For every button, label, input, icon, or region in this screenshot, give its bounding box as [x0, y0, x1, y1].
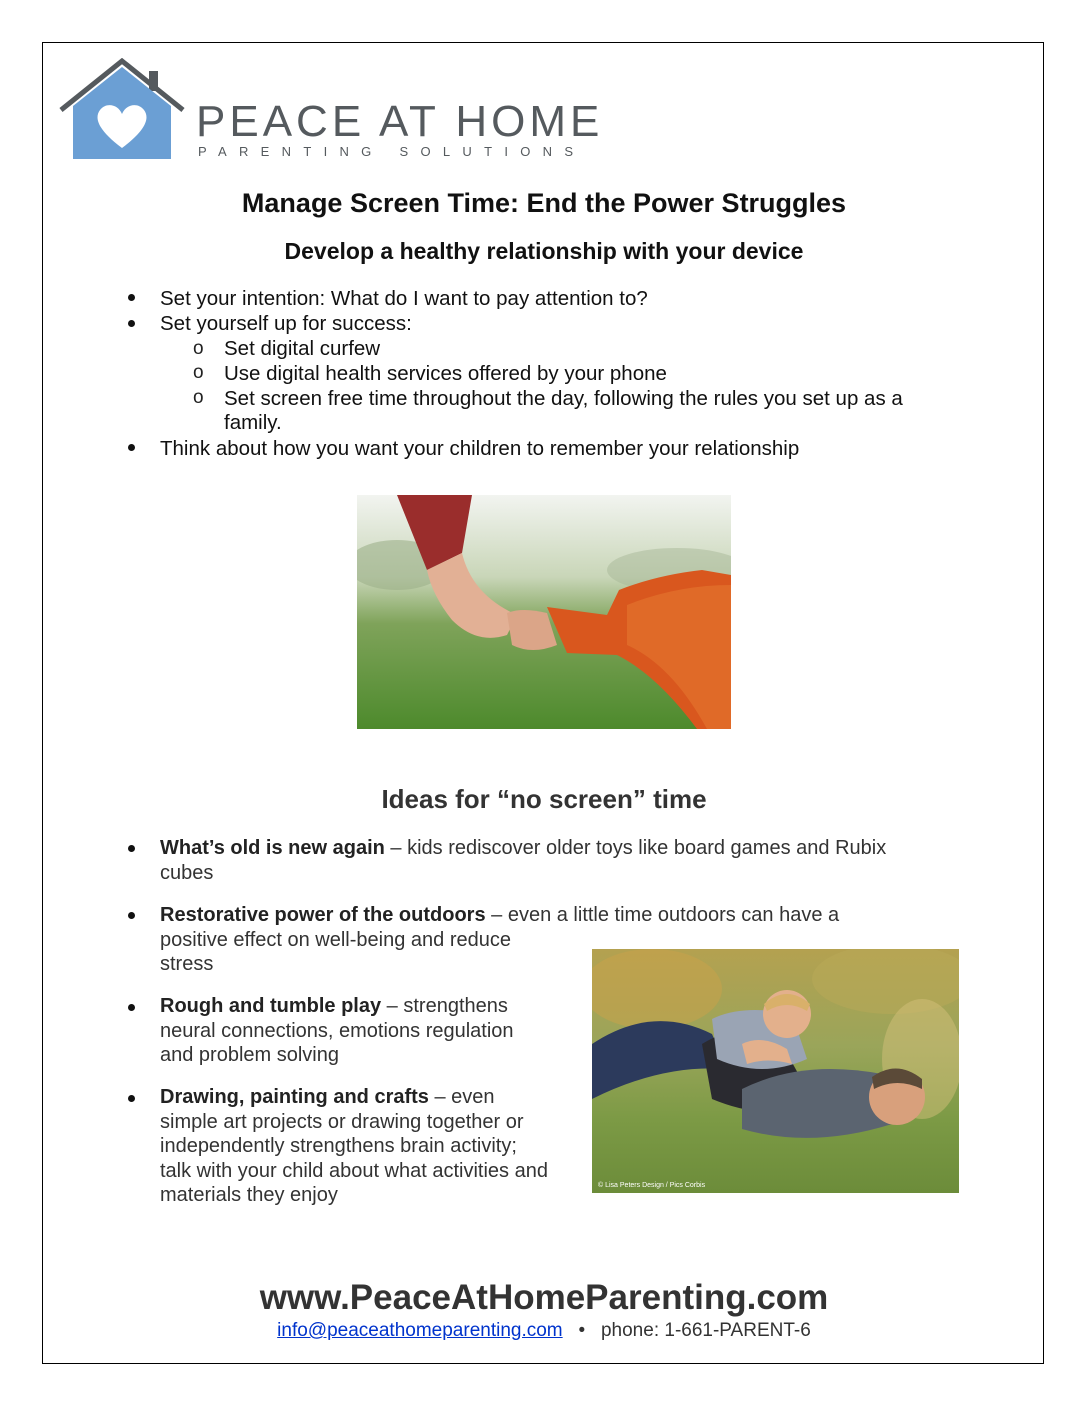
idea-text: – even: [428, 1086, 495, 1108]
sub-list-item-continued: family.: [224, 411, 282, 434]
idea-text-continued: cubes: [160, 861, 214, 884]
idea-text-continued: talk with your child about what activities and: [160, 1159, 548, 1182]
idea-text-continued: neural connections, emotions regulation: [160, 1019, 514, 1042]
list-item: Set your intention: What do I want to pay attention to?: [160, 287, 648, 310]
idea-text-continued: and problem solving: [160, 1044, 339, 1066]
sub-list-item: Use digital health services offered by your phone: [224, 362, 667, 385]
page-subtitle: Develop a healthy relationship with your device: [284, 238, 804, 264]
website-url[interactable]: www.PeaceAtHomeParenting.com: [259, 1278, 829, 1317]
idea-text-continued: simple art projects or drawing together or: [160, 1110, 524, 1133]
brand-tagline: PARENTING SOLUTIONS: [198, 144, 586, 159]
idea-title: Rough and tumble play: [160, 995, 382, 1017]
bullet-dot: [128, 912, 135, 919]
idea-text-continued: independently strengthens brain activity;: [160, 1135, 517, 1157]
sub-bullet-marker: o: [193, 387, 204, 408]
idea-text-continued: stress: [160, 953, 214, 975]
bullet-dot: [128, 1004, 135, 1011]
brand-name: PEACE AT HOME: [196, 97, 604, 146]
idea-text-continued: positive effect on well-being and reduce: [160, 928, 511, 951]
bullet-dot: [128, 1095, 135, 1102]
section-title: Ideas for “no screen” time: [381, 784, 707, 814]
separator: [568, 1320, 579, 1341]
idea-text: – kids rediscover older toys like board games and Rubix: [384, 837, 887, 859]
idea-title: Restorative power of the outdoors: [160, 904, 486, 926]
sub-list-item: Set digital curfew: [224, 337, 381, 360]
bullet-dot: [128, 294, 135, 301]
idea-text-continued: materials they enjoy: [160, 1184, 338, 1206]
bullet-dot: [128, 320, 135, 327]
idea-title: Drawing, painting and crafts: [160, 1086, 429, 1108]
father-son-play-photo: [592, 949, 959, 1193]
photo-credit: © Lisa Peters Design / Pics Corbis: [598, 1182, 706, 1189]
contact-line: [0, 1320, 1088, 1342]
idea-item: [160, 836, 886, 885]
list-item: Set yourself up for success:: [160, 312, 412, 335]
bullet-dot: [128, 845, 135, 852]
sub-list-item: Set screen free time throughout the day, following the rules you set up as a: [224, 387, 903, 410]
email-link[interactable]: info@peaceathomeparenting.com: [277, 1320, 563, 1341]
idea-item: [160, 1085, 548, 1208]
holding-hands-photo: [357, 495, 731, 729]
separator-dot: •: [578, 1320, 586, 1341]
page-title: Manage Screen Time: End the Power Struggles: [241, 188, 847, 218]
idea-item: [160, 994, 514, 1068]
sub-bullet-marker: o: [193, 338, 204, 359]
idea-title: What’s old is new again: [160, 837, 385, 859]
bullet-dot: [128, 444, 135, 451]
phone-number: phone: 1-661-PARENT-6: [600, 1320, 811, 1341]
list-item: Think about how you want your children to remember your relationship: [160, 437, 800, 460]
sub-bullet-marker: o: [193, 362, 204, 383]
idea-text: – strengthens: [381, 995, 508, 1017]
idea-text: – even a little time outdoors can have a: [485, 904, 840, 926]
